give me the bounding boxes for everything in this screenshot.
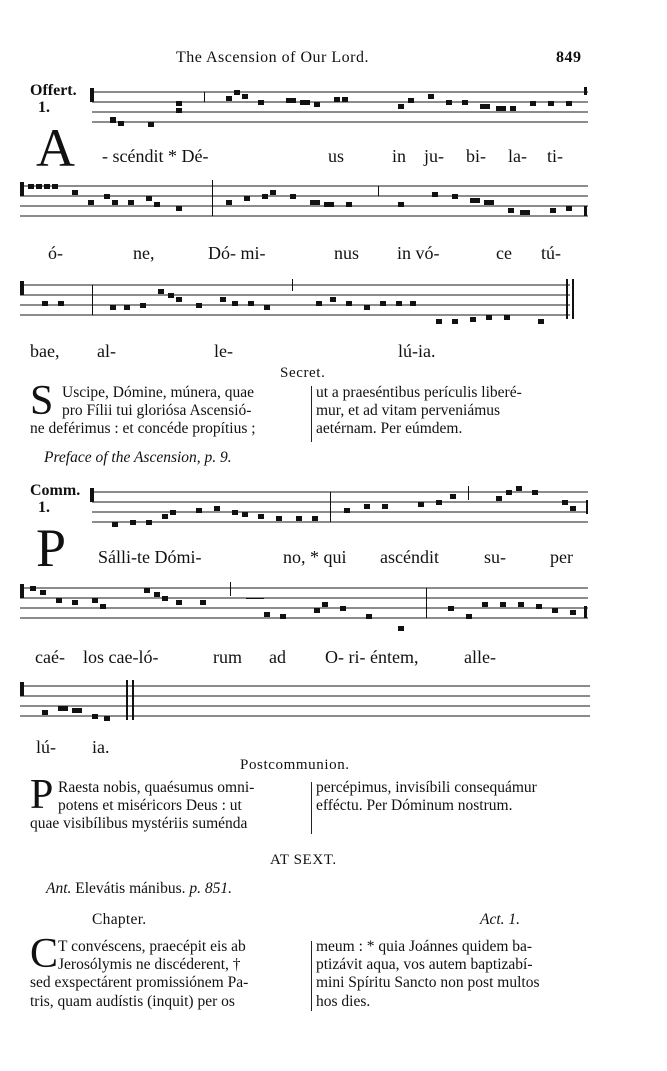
offertory-syllable: al- — [97, 341, 116, 361]
communion-staff-2 — [0, 582, 667, 642]
text-line: ne deférimus : et concéde propítius ; — [30, 420, 256, 438]
antiphon-text: Elevátis mánibus. — [75, 880, 186, 897]
secret-right-column — [316, 384, 522, 439]
postcommunion-left-column — [30, 779, 254, 834]
postcommunion-initial: P — [30, 772, 54, 818]
communion-syllable: O- ri- éntem, — [325, 647, 419, 667]
offertory-syllable: ó- — [48, 243, 63, 263]
communion-staff-1 — [0, 486, 667, 546]
secret-initial: S — [30, 378, 54, 424]
offertory-syllable: bi- — [466, 146, 486, 166]
text-line: mini Spíritu Sancto non post multos — [316, 974, 540, 992]
running-title: The Ascension of Our Lord. — [176, 49, 369, 66]
offertory-staff-2 — [0, 180, 667, 240]
offertory-syllable: nus — [334, 243, 360, 263]
text-line: Uscipe, Dómine, múnera, quae — [62, 384, 254, 401]
offertory-staff-1 — [0, 86, 667, 146]
offertory-syllable: ti- — [547, 146, 563, 166]
communion-initial: P — [36, 518, 67, 578]
offertory-syllable: tú- — [541, 243, 561, 263]
antiphon-label: Ant. — [46, 880, 72, 897]
text-line: hos dies. — [316, 992, 371, 1010]
offertory-syllable: - scéndit * Dé- — [102, 146, 209, 166]
communion-syllable: Sálli-te Dómi- — [98, 547, 202, 567]
communion-syllable: rum — [213, 647, 242, 667]
text-line: sed exspectárent promissiónem Pa- — [30, 974, 249, 992]
communion-label: Comm. — [30, 482, 81, 499]
text-line: pro Fílii tui gloriósa Ascensió- — [62, 402, 252, 420]
communion-syllable: per — [550, 547, 573, 567]
text-line: potens et miséricors Deus : ut — [58, 797, 242, 815]
communion-staff-3 — [0, 680, 667, 740]
communion-syllable: los cae-ló- — [83, 647, 159, 667]
text-line: meum : * quia Joánnes quidem ba- — [316, 938, 533, 955]
communion-syllable: lú- — [36, 737, 56, 757]
chapter-left-column — [30, 938, 248, 1011]
secret-heading: Secret. — [280, 365, 326, 381]
offertory-staff-3 — [0, 279, 667, 339]
communion-syllable: ad — [269, 647, 286, 667]
communion-syllable: ia. — [92, 737, 110, 757]
text-line: Jerosólymis ne discéderent, † — [58, 956, 241, 974]
offertory-initial: A — [36, 118, 75, 178]
chapter-heading: Chapter. — [92, 911, 147, 928]
offertory-syllable: bae, — [30, 341, 60, 361]
offertory-mode: 1. — [38, 99, 50, 116]
postcommunion-heading: Postcommunion. — [240, 757, 350, 773]
text-line: percépimus, invisíbili consequámur — [316, 779, 537, 796]
column-divider — [311, 941, 312, 1011]
offertory-syllable: in vó- — [397, 243, 440, 263]
offertory-syllable: Dó- mi- — [208, 243, 266, 263]
sext-heading: AT SEXT. — [270, 852, 337, 868]
communion-syllable: ascéndit — [380, 547, 439, 567]
communion-syllable: caé- — [35, 647, 65, 667]
secret-left-column — [30, 384, 256, 439]
communion-mode: 1. — [38, 499, 50, 516]
offertory-syllable: in — [392, 146, 407, 166]
offertory-syllable: lú-ia. — [398, 341, 436, 361]
text-line: ut a praeséntibus perículis liberé- — [316, 384, 522, 401]
postcommunion-right-column — [316, 779, 537, 815]
offertory-syllable: la- — [508, 146, 527, 166]
text-line: ptizávit aqua, vos autem baptizabí- — [316, 956, 533, 974]
column-divider — [311, 386, 312, 442]
offertory-syllable: ce — [496, 243, 512, 263]
text-line: mur, et ad vitam perveniámus — [316, 402, 501, 420]
antiphon-line — [46, 880, 232, 898]
offertory-syllable: le- — [214, 341, 233, 361]
offertory-syllable: ju- — [424, 146, 444, 166]
chapter-right-column — [316, 938, 539, 1011]
chapter-initial: C — [30, 931, 59, 977]
offertory-syllable: us — [328, 146, 345, 166]
page-number: 849 — [556, 49, 582, 66]
text-line: tris, quam audístis (inquit) per os — [30, 992, 235, 1010]
communion-syllable: no, * qui — [283, 547, 347, 567]
communion-syllable: su- — [484, 547, 506, 567]
column-divider — [311, 782, 312, 834]
text-line: efféctu. Per Dóminum nostrum. — [316, 797, 513, 815]
antiphon-reference: p. 851. — [189, 880, 232, 897]
text-line: Raesta nobis, quaésumus omni- — [58, 779, 255, 796]
offertory-label: Offert. — [30, 82, 77, 99]
chapter-reference: Act. 1. — [480, 911, 521, 928]
text-line: quae visibílibus mystériis suménda — [30, 815, 248, 833]
text-line: T convéscens, praecépit eis ab — [58, 938, 246, 955]
text-line: aetérnam. Per eúmdem. — [316, 420, 463, 438]
preface-reference: Preface of the Ascension, p. 9. — [44, 449, 232, 466]
communion-syllable: alle- — [464, 647, 496, 667]
offertory-syllable: ne, — [133, 243, 155, 263]
